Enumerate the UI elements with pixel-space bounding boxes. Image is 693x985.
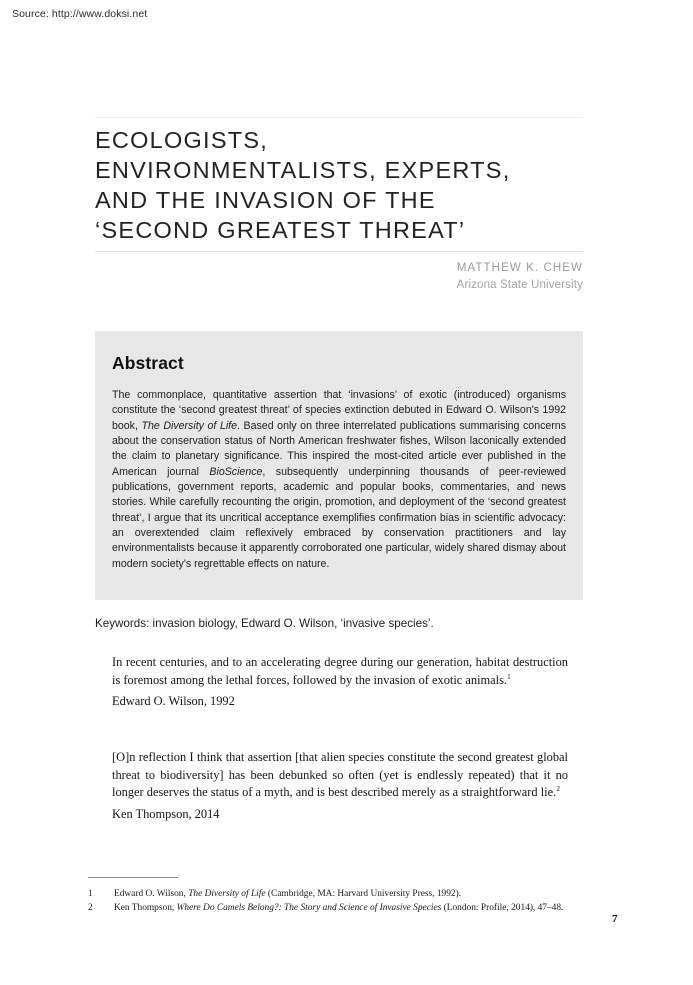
abstract-text-part-1: The commonplace, quantitative assertion that ‘invasions’ of exotic (introduced) organisms constitute the ‘second greatest threat’ of species extinction debuted in Edward O. Wilson's 1992 book, <box>112 389 566 432</box>
keywords-line: Keywords: invasion biology, Edward O. Wilson, ‘invasive species’. <box>95 617 434 630</box>
title-line-1: ECOLOGISTS, <box>95 127 269 153</box>
quote-1-text <box>112 654 568 689</box>
footnotes-block <box>88 888 608 916</box>
footnote-text-pre: Edward O. Wilson, <box>114 889 189 899</box>
quote-2-attribution: Ken Thompson, 2014 <box>112 806 220 821</box>
quote-1-attribution: Edward O. Wilson, 1992 <box>112 694 235 709</box>
abstract-body <box>112 388 566 572</box>
author-block <box>95 260 583 294</box>
footnote-text-post: (London: Profile, 2014), 47–48. <box>441 903 564 914</box>
author-divider-rule <box>95 251 583 252</box>
title-top-rule <box>95 117 583 118</box>
abstract-text-part-3: , subsequently underpinning thousands of peer-reviewed publications, government reports, academic and popular books, commentaries, and news stories. While carefully recounting the origin, promotion, and deployment of the ‘second greatest threat’, I argue that its uncritical acceptance exemplifies confirmation bias in scientific advocacy: an overextended claim reflexively embraced by conservation practitioners and lay environmentalists because it apparently corroborated one particular, widely shared dismay about modern society's regrettable effects on nature. <box>112 465 567 570</box>
title-line-3: AND THE INVASION OF THE <box>95 187 436 213</box>
footnote-number: 2 <box>88 903 93 914</box>
abstract-italic-title-1: The Diversity of Life <box>141 419 238 432</box>
footnote-text-pre: Ken Thompson, <box>114 903 177 914</box>
abstract-italic-title-2: BioScience <box>209 465 263 478</box>
abstract-panel <box>95 331 583 600</box>
quote-2-footnote-marker: 2 <box>556 784 560 794</box>
footnote-text-post: (Cambridge, MA: Harvard University Press, 1992). <box>265 889 462 899</box>
quote-2-text <box>112 749 568 802</box>
quote-1-footnote-marker: 1 <box>507 671 511 681</box>
source-watermark: Source: http://www.doksi.net <box>12 8 148 20</box>
quote-2-body: [O]n reflection I think that assertion [that alien species constitute the second greatest global threat to biodiversity] has been debunked so often (yet is endlessly repeated) that it no longer deserves the status of a myth, and is best described merely as a straightforward lie. <box>112 750 568 800</box>
abstract-text-part-2: . Based only on three interrelated publications summarising concerns about the conservation status of North American freshwater fishes, Wilson laconically extended the claim to planetary significance. This inspired the most-cited article ever published in the American journal <box>112 419 566 478</box>
abstract-heading: Abstract <box>112 353 184 373</box>
title-line-4: ‘SECOND GREATEST THREAT’ <box>95 217 466 243</box>
footnote-item <box>88 902 608 916</box>
footnote-italic-title: Where Do Camels Belong?: The Story and Science of Invasive Species <box>176 903 442 914</box>
footnote-separator-rule <box>88 877 178 878</box>
epigraph-quote-1 <box>112 654 568 711</box>
page-number: 7 <box>612 913 618 925</box>
footnote-item <box>88 888 608 902</box>
footnote-number: 1 <box>88 889 93 899</box>
footnote-italic-title: The Diversity of Life <box>188 889 266 899</box>
title-line-2: ENVIRONMENTALISTS, EXPERTS, <box>95 157 511 183</box>
page-title <box>95 125 595 245</box>
quote-1-body: In recent centuries, and to an accelerating degree during our generation, habitat destruction is foremost among the lethal forces, followed by the invasion of exotic animals. <box>112 655 568 687</box>
author-name: MATTHEW K. CHEW <box>456 262 583 274</box>
author-affiliation: Arizona State University <box>456 279 583 291</box>
epigraph-quote-2 <box>112 749 568 823</box>
